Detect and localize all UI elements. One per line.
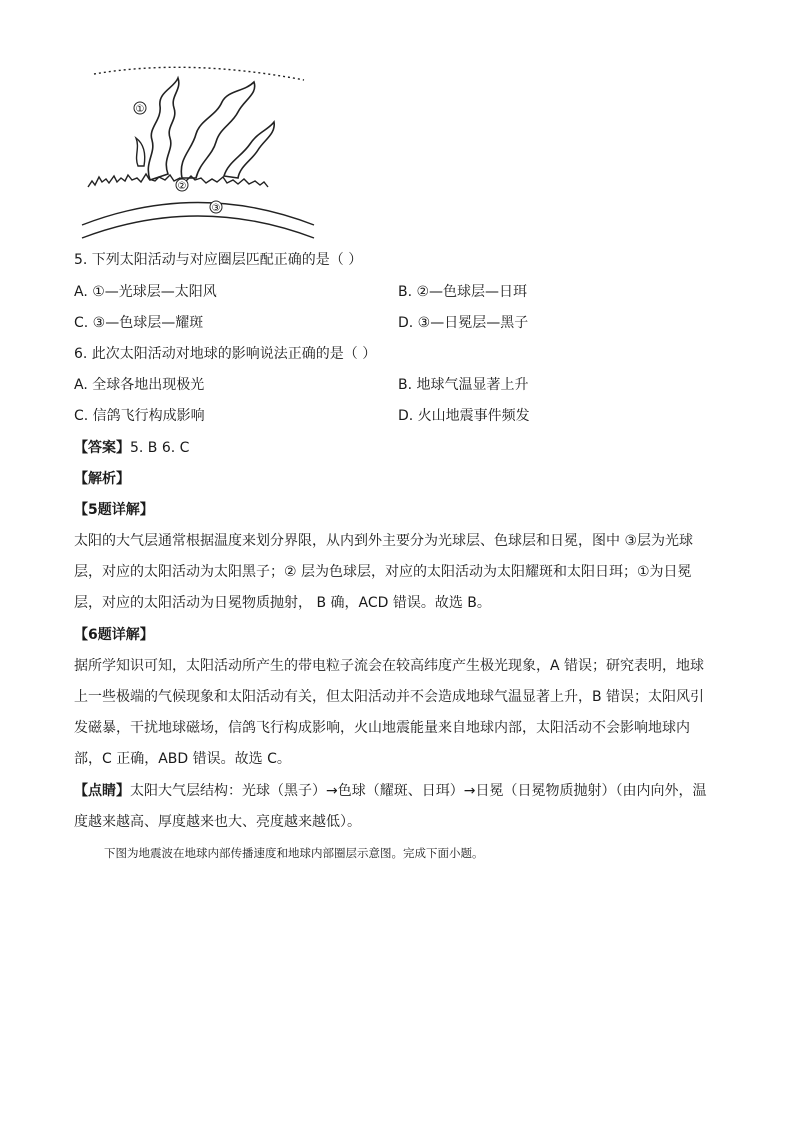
detail5-line-3: 层，对应的太阳活动为日冕物质抛射， B 确，ACD 错误。故选 B。	[74, 595, 491, 611]
figure-label-2: ②	[177, 181, 187, 192]
analysis-tag: 【解析】	[74, 471, 130, 487]
solar-activity-diagram	[78, 62, 318, 240]
tip-paragraph	[74, 776, 722, 838]
detail6-tag: 【6题详解】	[74, 627, 154, 643]
tip-line-1-text: 太阳大气层结构：光球（黑子）→色球（耀斑、日珥）→日冕（日冕物质抛射）（由内向外，温	[130, 783, 707, 799]
q6-option-c: C. 信鸽飞行构成影响	[74, 408, 205, 424]
prominence-loop-4	[136, 138, 145, 166]
tip-tag: 【点睛】	[74, 783, 130, 799]
corona-dotted-arc	[94, 67, 304, 80]
prominence-loop-2	[181, 82, 254, 178]
q5-option-c: C. ③—色球层—耀斑	[74, 315, 204, 331]
q5-option-a: A. ①—光球层—太阳风	[74, 284, 217, 300]
detail6-line-3: 发磁暴，干扰地球磁场，信鸽飞行构成影响，火山地震能量来自地球内部，太阳活动不会影响地球内	[74, 720, 690, 736]
answer-tag: 【答案】	[74, 440, 130, 456]
prominence-loop-3	[224, 122, 274, 178]
detail6-line-1: 据所学知识可知，太阳活动所产生的带电粒子流会在较高纬度产生极光现象，A 错误；研究表明，地球	[74, 658, 705, 674]
detail5-line-1: 太阳的大气层通常根据温度来划分界限，从内到外主要分为光球层、色球层和日冕，图中 ③层为光球	[74, 533, 693, 549]
q5-option-d: D. ③—日冕层—黑子	[398, 315, 529, 331]
photosphere-outer-arc	[82, 203, 314, 226]
q6-option-b: B. 地球气温显著上升	[398, 377, 529, 393]
next-question-intro: 下图为地震波在地球内部传播速度和地球内部圈层示意图。完成下面小题。	[104, 846, 484, 860]
q6-option-d: D. 火山地震事件频发	[398, 408, 530, 424]
detail6-paragraph	[74, 651, 722, 775]
q6-option-a: A. 全球各地出现极光	[74, 377, 205, 393]
answer-text: 5. B 6. C	[130, 440, 190, 456]
tip-line-1	[74, 776, 722, 807]
prominence-loop-1	[148, 78, 179, 180]
q5-option-b: B. ②—色球层—日珥	[398, 284, 528, 300]
q5-stem: 5. 下列太阳活动与对应圈层匹配正确的是（ ）	[74, 252, 363, 268]
detail5-tag: 【5题详解】	[74, 502, 154, 518]
q6-stem: 6. 此次太阳活动对地球的影响说法正确的是（ ）	[74, 346, 377, 362]
detail6-line-4: 部，C 正确，ABD 错误。故选 C。	[74, 751, 291, 767]
detail6-line-2: 上一些极端的气候现象和太阳活动有关，但太阳活动并不会造成地球气温显著上升，B 错误；太阳风引	[74, 689, 705, 705]
tip-line-2: 度越来越高、厚度越来也大、亮度越来越低）。	[74, 814, 361, 830]
detail5-line-2: 层，对应的太阳活动为太阳黑子；② 层为色球层，对应的太阳活动为太阳耀斑和太阳日珥；①为日冕	[74, 564, 692, 580]
photosphere-inner-arc	[82, 216, 314, 238]
figure-label-1: ①	[135, 104, 145, 115]
solar-atmosphere-figure	[78, 62, 318, 240]
detail5-paragraph	[74, 526, 722, 619]
figure-label-3: ③	[211, 203, 221, 214]
answer-line	[74, 438, 189, 458]
